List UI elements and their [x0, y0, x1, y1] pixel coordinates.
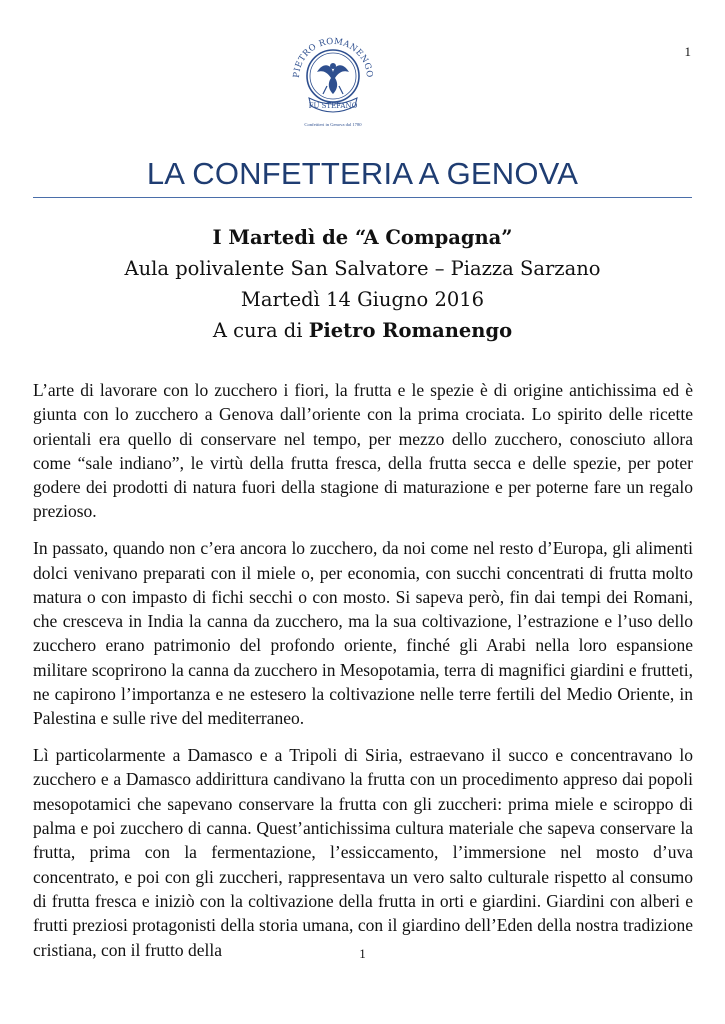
document-title: LA CONFETTERIA A GENOVA	[146, 156, 579, 191]
event-venue: Aula polivalente San Salvatore – Piazza Sarzano	[124, 257, 601, 280]
title-divider	[33, 197, 692, 198]
paragraph: Lì particolarmente a Damasco e a Tripoli di Siria, estraevano il succo e concentravano lo zucchero e a Damasco addirittura candivano la frutta con un procedimento appreso dai popoli mesopotamici che sapevano conservare la frutta con gli zuccheri: prima miele e sciroppo di palma e poi zucchero di canna. Quest’antichissima cultura materiale che sapeva conservare la frutta, prima con la fermentazione, l’essiccamento, l’immersione nel mosto d’uva concentrato, e poi con gli zuccheri, rappresentava un vero salto culturale rispetto al consumo di frutta fresca e iniziò con la coltivazione della frutta in orti e giardini. Giardini con alberi e frutti preziosi protagonisti della storia umana, con il giardino dell’Eden della nostra tradizione cristiana, con il frutto della	[33, 745, 693, 960]
logo-tagline: Confettieri in Genova dal 1780	[304, 122, 362, 127]
page-number-bottom: 1	[359, 946, 366, 961]
logo-text-top: PIETRO ROMANENGO	[291, 36, 375, 79]
event-curator	[0, 315, 725, 346]
body-text	[33, 378, 693, 974]
curator-prefix: A cura di	[212, 319, 309, 342]
event-name: I Martedì de “A Compagna”	[212, 226, 513, 249]
event-info	[0, 222, 725, 346]
company-logo	[283, 28, 383, 132]
logo-text-bottom: FU STEFANO	[308, 102, 358, 110]
page-number-top: 1	[684, 44, 691, 59]
event-date: Martedì 14 Giugno 2016	[240, 288, 485, 311]
paragraph: L’arte di lavorare con lo zucchero i fiori, la frutta e le spezie è di origine antichissima ed è giunta con lo zucchero a Genova dall’oriente con la prima crociata. Lo spirito delle ricette orientali era quello di conservare nel tempo, per mezzo dello zucchero, conosciuto allora come “sale indiano”, le virtù della frutta fresca, della frutta secca e delle spezie, per poter godere dei prodotti di natura fuori della stagione di maturazione e per poterne fare un regalo prezioso.	[33, 380, 693, 522]
paragraph: In passato, quando non c’era ancora lo zucchero, da noi come nel resto d’Europa, gli alimenti dolci venivano preparati con il miele o, per economia, con succhi concentrati di frutta molto matura o con impasto di fichi secchi o con mosto. Si sapeva però, fin dai tempi dei Romani, che cresceva in India la canna da zucchero, ma la sua coltivazione, l’estrazione e l’uso dello zucchero erano patrimonio del profondo oriente, finché gli Arabi nella loro espansione militare scoprirono la canna da zucchero in Mesopotamia, terra di magnifici giardini e frutteti, ne capirono l’importanza e ne estesero la coltivazione nelle terre fertili del Medio Oriente, in Palestina e sulle rive del mediterraneo.	[33, 538, 693, 729]
curator-name: Pietro Romanengo	[308, 319, 513, 342]
